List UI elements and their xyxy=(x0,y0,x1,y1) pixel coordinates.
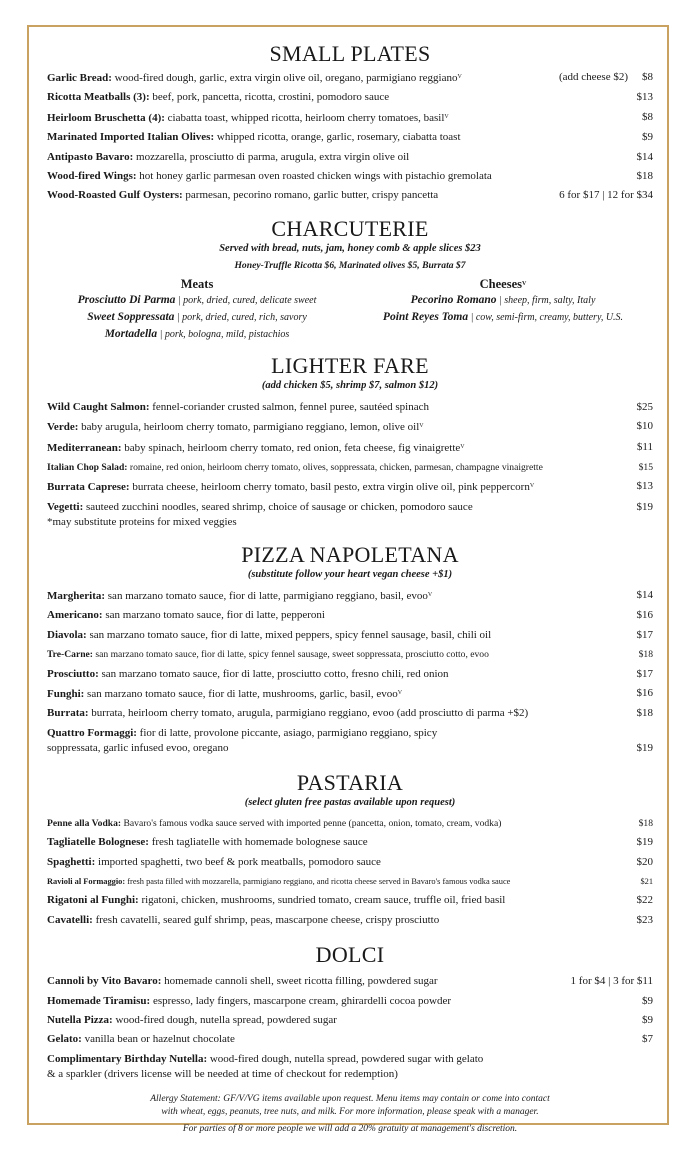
item-name: Prosciutto Di Parma xyxy=(77,293,176,306)
menu-item xyxy=(47,186,653,205)
item-description: fresh pasta filled with mozzarella, parmigiano reggiano, and ricotta cheese served in Bavaro's famous vodka sauce xyxy=(127,876,511,886)
dolci-list xyxy=(47,972,653,1050)
menu-item xyxy=(47,477,653,497)
item-description: homemade cannoli shell, sweet ricotta filling, powdered sugar xyxy=(164,975,438,988)
menu-item xyxy=(47,586,653,606)
item-name: Heirloom Bruschetta (4): xyxy=(47,111,165,124)
item-text: Quattro Formaggi: fior di latte, provolone piccante, asiago, parmigiano reggiano, spicy soppressata, garlic infused evoo, oregano xyxy=(47,726,438,754)
menu-item xyxy=(47,853,653,872)
meats-column xyxy=(47,276,347,343)
item-name: Margherita: xyxy=(47,589,106,602)
item-description: fresh cavatelli, seared gulf shrimp, peas, mascarpone cheese, crispy prosciutto xyxy=(95,913,440,926)
menu-item xyxy=(47,1030,653,1049)
item-text xyxy=(47,704,631,723)
item-price: $19 xyxy=(636,741,653,754)
item-text xyxy=(47,398,631,417)
item-text xyxy=(47,684,631,704)
item-name: Burrata Caprese: xyxy=(47,481,130,494)
menu-item xyxy=(47,148,653,167)
vegetarian-mark: V xyxy=(419,423,424,430)
cheeses-heading: Cheeses$^V$ xyxy=(479,276,527,291)
item-description: rigatoni, chicken, mushrooms, sundried tomato, cream sauce, truffle oil, fried basil xyxy=(141,894,506,907)
item-name: Garlic Bread: xyxy=(47,72,112,84)
item-text xyxy=(47,606,631,625)
item-name: Mediterranean: xyxy=(47,441,122,454)
vegetarian-mark: V xyxy=(397,689,403,696)
item-name: Homemade Tiramisu: xyxy=(47,994,151,1007)
item-text xyxy=(47,417,631,437)
item-text xyxy=(47,68,559,88)
lighter-fare-list xyxy=(47,398,653,498)
item-description: | cow, semi-firm, creamy, buttery, U.S. xyxy=(468,311,624,323)
item-price: $15 xyxy=(638,462,653,474)
item-name: Wood-fired Wings: xyxy=(47,170,137,183)
item-text xyxy=(47,665,631,684)
item-description: parmesan, pecorino romano, garlic butter, crispy pancetta xyxy=(185,189,439,202)
item-name: Tre-Carne: xyxy=(47,649,93,661)
item-price: $13 xyxy=(636,91,653,104)
item-description: san marzano tomato sauce, fior di latte, pepperoni xyxy=(105,609,325,622)
item-description: | sheep, firm, salty, Italy xyxy=(496,294,596,306)
pizza-list xyxy=(47,586,653,724)
item-text xyxy=(47,148,631,167)
menu-item xyxy=(47,167,653,186)
menu-item xyxy=(47,833,653,852)
item-price: $18 xyxy=(638,649,653,661)
item-name: Spaghetti: xyxy=(47,855,96,868)
item-text xyxy=(47,108,636,128)
menu-item xyxy=(47,398,653,417)
item-description: | pork, dried, cured, rich, savory xyxy=(174,311,307,323)
item-price: $10 xyxy=(636,420,653,433)
item-description: beef, pork, pancetta, ricotta, crostini, pomodoro sauce xyxy=(152,91,390,104)
menu-item xyxy=(47,68,653,88)
item-price: $13 xyxy=(636,480,653,493)
item-name: Diavola: xyxy=(47,628,87,641)
item-price: 1 for $4 | 3 for $11 xyxy=(570,975,653,988)
item-name: Cannoli by Vito Bavaro: xyxy=(47,975,162,988)
item-description: romaine, red onion, heirloom cherry tomato, olives, soppressata, chicken, parmesan, champagne vinaigrette xyxy=(129,462,543,474)
item-text xyxy=(47,586,631,606)
item-name: Point Reyes Toma xyxy=(382,310,469,323)
menu-item xyxy=(47,1011,653,1030)
item-name: Americano: xyxy=(47,609,103,622)
menu-item xyxy=(47,458,653,477)
item-description: | pork, dried, cured, delicate sweet xyxy=(175,294,317,306)
item-description: espresso, lady fingers, mascarpone cream, ghirardelli cocoa powder xyxy=(152,994,452,1007)
menu-item xyxy=(47,665,653,684)
item-price: $19 xyxy=(636,500,653,513)
item-price: $9 xyxy=(642,131,653,144)
section-title-dolci: DOLCI xyxy=(315,942,385,968)
item-description: Bavaro's famous vodka sauce served with imported penne (pancetta, onion, tomato, cream, vodka) xyxy=(123,817,502,829)
vegetarian-mark: V xyxy=(529,483,535,490)
item-text xyxy=(47,626,631,645)
item-name: Verde: xyxy=(47,421,79,434)
menu-item xyxy=(47,128,653,147)
item-price: $8 xyxy=(642,71,653,83)
item-price: $16 xyxy=(636,686,653,699)
item-price: $17 xyxy=(636,667,653,680)
item-price: $8 xyxy=(642,110,653,123)
item-description: baby spinach, heirloom cherry tomato, red onion, feta cheese, fig vinaigrette xyxy=(124,441,461,454)
item-price: $25 xyxy=(636,400,653,413)
item-text: Vegetti: sauteed zucchini noodles, seared shrimp, choice of sausage or chicken, pomodoro sauce *may substitute proteins for mixed veggies xyxy=(47,500,473,528)
item-description: fresh tagliatelle with homemade bolognese sauce xyxy=(151,836,368,849)
item-name: Prosciutto: xyxy=(47,667,99,680)
item-price: $14 xyxy=(636,588,653,601)
item-price: $14 xyxy=(636,150,653,163)
item-text: Complimentary Birthday Nutella: wood-fired dough, nutella spread, powdered sugar with gelato & a sparkler (drivers license will be needed at time of checkout for redemption) xyxy=(47,1052,484,1080)
item-text xyxy=(47,477,631,497)
item-text xyxy=(47,128,636,147)
item-name: Nutella Pizza: xyxy=(47,1013,113,1026)
menu-item xyxy=(47,972,653,991)
item-name: Penne alla Vodka: xyxy=(47,817,122,829)
item-price: $17 xyxy=(636,628,653,641)
item-price: $22 xyxy=(636,894,653,907)
item-description: mozzarella, prosciutto di parma, arugula, extra virgin olive oil xyxy=(136,150,410,163)
menu-item xyxy=(47,645,653,664)
item-price: $9 xyxy=(642,1013,653,1026)
pastaria-list xyxy=(47,814,653,930)
item-name: Ravioli al Formaggio: xyxy=(47,876,126,886)
item-price: $18 xyxy=(638,817,653,829)
menu-item xyxy=(47,911,653,930)
item-description: san marzano tomato sauce, fior di latte, mixed peppers, spicy fennel sausage, basil, chili oil xyxy=(89,628,492,641)
item-name: Mortadella xyxy=(104,327,158,340)
item-name: Burrata: xyxy=(47,707,89,720)
menu-item-vegetti xyxy=(47,500,653,530)
menu-item xyxy=(47,684,653,704)
item-note: (add cheese $2) xyxy=(558,71,628,83)
item-price: $18 xyxy=(636,170,653,183)
section-title-pizza: PIZZA NAPOLETANA xyxy=(241,541,459,567)
pastaria-subtitle: (select gluten free pastas available upon request) xyxy=(244,796,456,808)
item-name: Gelato: xyxy=(47,1033,82,1046)
item-text xyxy=(47,833,631,852)
section-title-charcuterie: CHARCUTERIE xyxy=(271,215,429,241)
item-description: whipped ricotta, orange, garlic, rosemary, ciabatta toast xyxy=(216,131,461,144)
item-text xyxy=(47,186,553,205)
charcuterie-item xyxy=(47,326,347,343)
menu-item xyxy=(47,88,653,107)
menu-item xyxy=(47,417,653,437)
item-description: san marzano tomato sauce, fior di latte, prosciutto cotto, fresno chili, red onion xyxy=(101,667,449,680)
item-text xyxy=(47,167,631,186)
item-description: burrata, heirloom cherry tomato, arugula, parmigiano reggiano, evoo (add prosciutto di parma +$2) xyxy=(91,707,529,720)
item-description: wood-fired dough, garlic, extra virgin olive oil, oregano, parmigiano reggiano xyxy=(114,72,458,84)
allergy-statement: Allergy Statement: GF/V/VG items available upon request. Menu items may contain or come into contact with wheat, eggs, peanuts, tree nuts, and milk. For more information, please speak with a manager. xyxy=(150,1093,550,1117)
menu-item xyxy=(47,814,653,833)
item-description: burrata cheese, heirloom cherry tomato, basil pesto, extra virgin olive oil, pink peppercorn xyxy=(132,481,530,494)
section-title-lighter-fare: LIGHTER FARE xyxy=(271,352,429,378)
item-price: $20 xyxy=(636,855,653,868)
item-price: $7 xyxy=(642,1033,653,1046)
item-description: san marzano tomato sauce, fior di latte, spicy fennel sausage, sweet soppressata, prosciutto cotto, evoo xyxy=(95,649,489,661)
item-price: $23 xyxy=(636,913,653,926)
small-plates-list xyxy=(47,68,653,206)
menu-item-quattro-formaggi xyxy=(47,726,653,756)
vegetarian-mark: V xyxy=(427,591,433,598)
item-description: san marzano tomato sauce, fior di latte, mushrooms, garlic, basil, evoo xyxy=(87,687,398,700)
vegetarian-mark: V xyxy=(444,113,449,120)
item-name: Funghi: xyxy=(47,687,85,700)
item-text xyxy=(47,1011,636,1030)
charcuterie-item xyxy=(47,292,347,309)
item-description: vanilla bean or hazelnut chocolate xyxy=(84,1033,235,1046)
meats-heading: Meats xyxy=(180,276,214,291)
menu-item xyxy=(47,438,653,458)
section-title-small-plates: SMALL PLATES xyxy=(269,41,431,66)
pizza-subtitle: (substitute follow your heart vegan cheese +$1) xyxy=(247,568,453,580)
item-description: ciabatta toast, whipped ricotta, heirloom cherry tomatoes, basil xyxy=(167,111,445,124)
item-text xyxy=(47,814,633,833)
item-description: | pork, bologna, mild, pistachios xyxy=(157,328,290,340)
charcuterie-subtitle: Served with bread, nuts, jam, honey comb & apple slices $23 xyxy=(219,242,481,254)
item-text xyxy=(47,972,565,991)
lighter-fare-subtitle: (add chicken $5, shrimp $7, salmon $12) xyxy=(261,379,439,391)
menu-item xyxy=(47,992,653,1011)
item-name: Ricotta Meatballs (3): xyxy=(47,91,150,104)
item-description: san marzano tomato sauce, fior di latte, parmigiano reggiano, basil, evoo xyxy=(107,589,428,602)
item-name: Rigatoni al Funghi: xyxy=(47,894,139,907)
vegetarian-mark: V xyxy=(457,74,462,80)
charcuterie-addons: Honey-Truffle Ricotta $6, Marinated olives $5, Burrata $7 xyxy=(234,259,466,271)
item-name: Marinated Imported Italian Olives: xyxy=(47,131,215,144)
item-name: Sweet Soppressata xyxy=(87,310,175,323)
item-text xyxy=(47,911,631,930)
item-price: $9 xyxy=(642,994,653,1007)
cheeses-column xyxy=(353,276,653,343)
menu-item xyxy=(47,626,653,645)
item-text xyxy=(47,891,631,910)
item-text xyxy=(47,872,634,891)
item-description: baby arugula, heirloom cherry tomato, parmigiano reggiano, lemon, olive oil xyxy=(81,421,420,434)
section-title-pastaria: PASTARIA xyxy=(296,769,404,795)
menu-item xyxy=(47,606,653,625)
menu-item xyxy=(47,872,653,891)
item-text xyxy=(47,88,631,107)
charcuterie-item xyxy=(47,309,347,326)
item-name: Wild Caught Salmon: xyxy=(47,400,150,413)
item-text xyxy=(47,438,631,458)
item-price: $11 xyxy=(636,440,653,453)
item-description: hot honey garlic parmesan oven roasted chicken wings with pistachio gremolata xyxy=(139,170,492,183)
item-name: Italian Chop Salad: xyxy=(47,462,128,474)
item-text xyxy=(47,853,631,872)
charcuterie-item xyxy=(353,292,653,309)
item-description: imported spaghetti, two beef & pork meatballs, pomodoro sauce xyxy=(98,855,381,868)
item-description: fennel-coriander crusted salmon, fennel puree, sautéed spinach xyxy=(152,400,429,413)
item-price: $21 xyxy=(640,876,653,886)
item-price: $19 xyxy=(636,836,653,849)
item-price: 6 for $17 | 12 for $34 xyxy=(559,189,653,202)
item-name: Pecorino Romano xyxy=(410,293,497,306)
gratuity-statement: For parties of 8 or more people we will add a 20% gratuity at management's discretion. xyxy=(182,1123,518,1134)
item-name: Cavatelli: xyxy=(47,913,93,926)
vegetarian-mark: V xyxy=(460,443,465,450)
menu-item-birthday-nutella xyxy=(47,1052,653,1082)
item-text xyxy=(47,1030,636,1049)
menu-item xyxy=(47,704,653,723)
item-text xyxy=(47,645,633,664)
item-price: $16 xyxy=(636,609,653,622)
item-text xyxy=(47,458,633,477)
item-name: Tagliatelle Bolognese: xyxy=(47,836,149,849)
charcuterie-columns xyxy=(47,276,653,343)
item-description: wood-fired dough, nutella spread, powdered sugar xyxy=(115,1013,337,1026)
menu-item xyxy=(47,108,653,128)
item-name: Antipasto Bavaro: xyxy=(47,150,134,163)
charcuterie-item xyxy=(353,309,653,326)
item-price: $18 xyxy=(636,707,653,720)
item-text xyxy=(47,992,636,1011)
menu-content xyxy=(47,38,653,1136)
item-name: Wood-Roasted Gulf Oysters: xyxy=(47,189,183,202)
menu-item xyxy=(47,891,653,910)
